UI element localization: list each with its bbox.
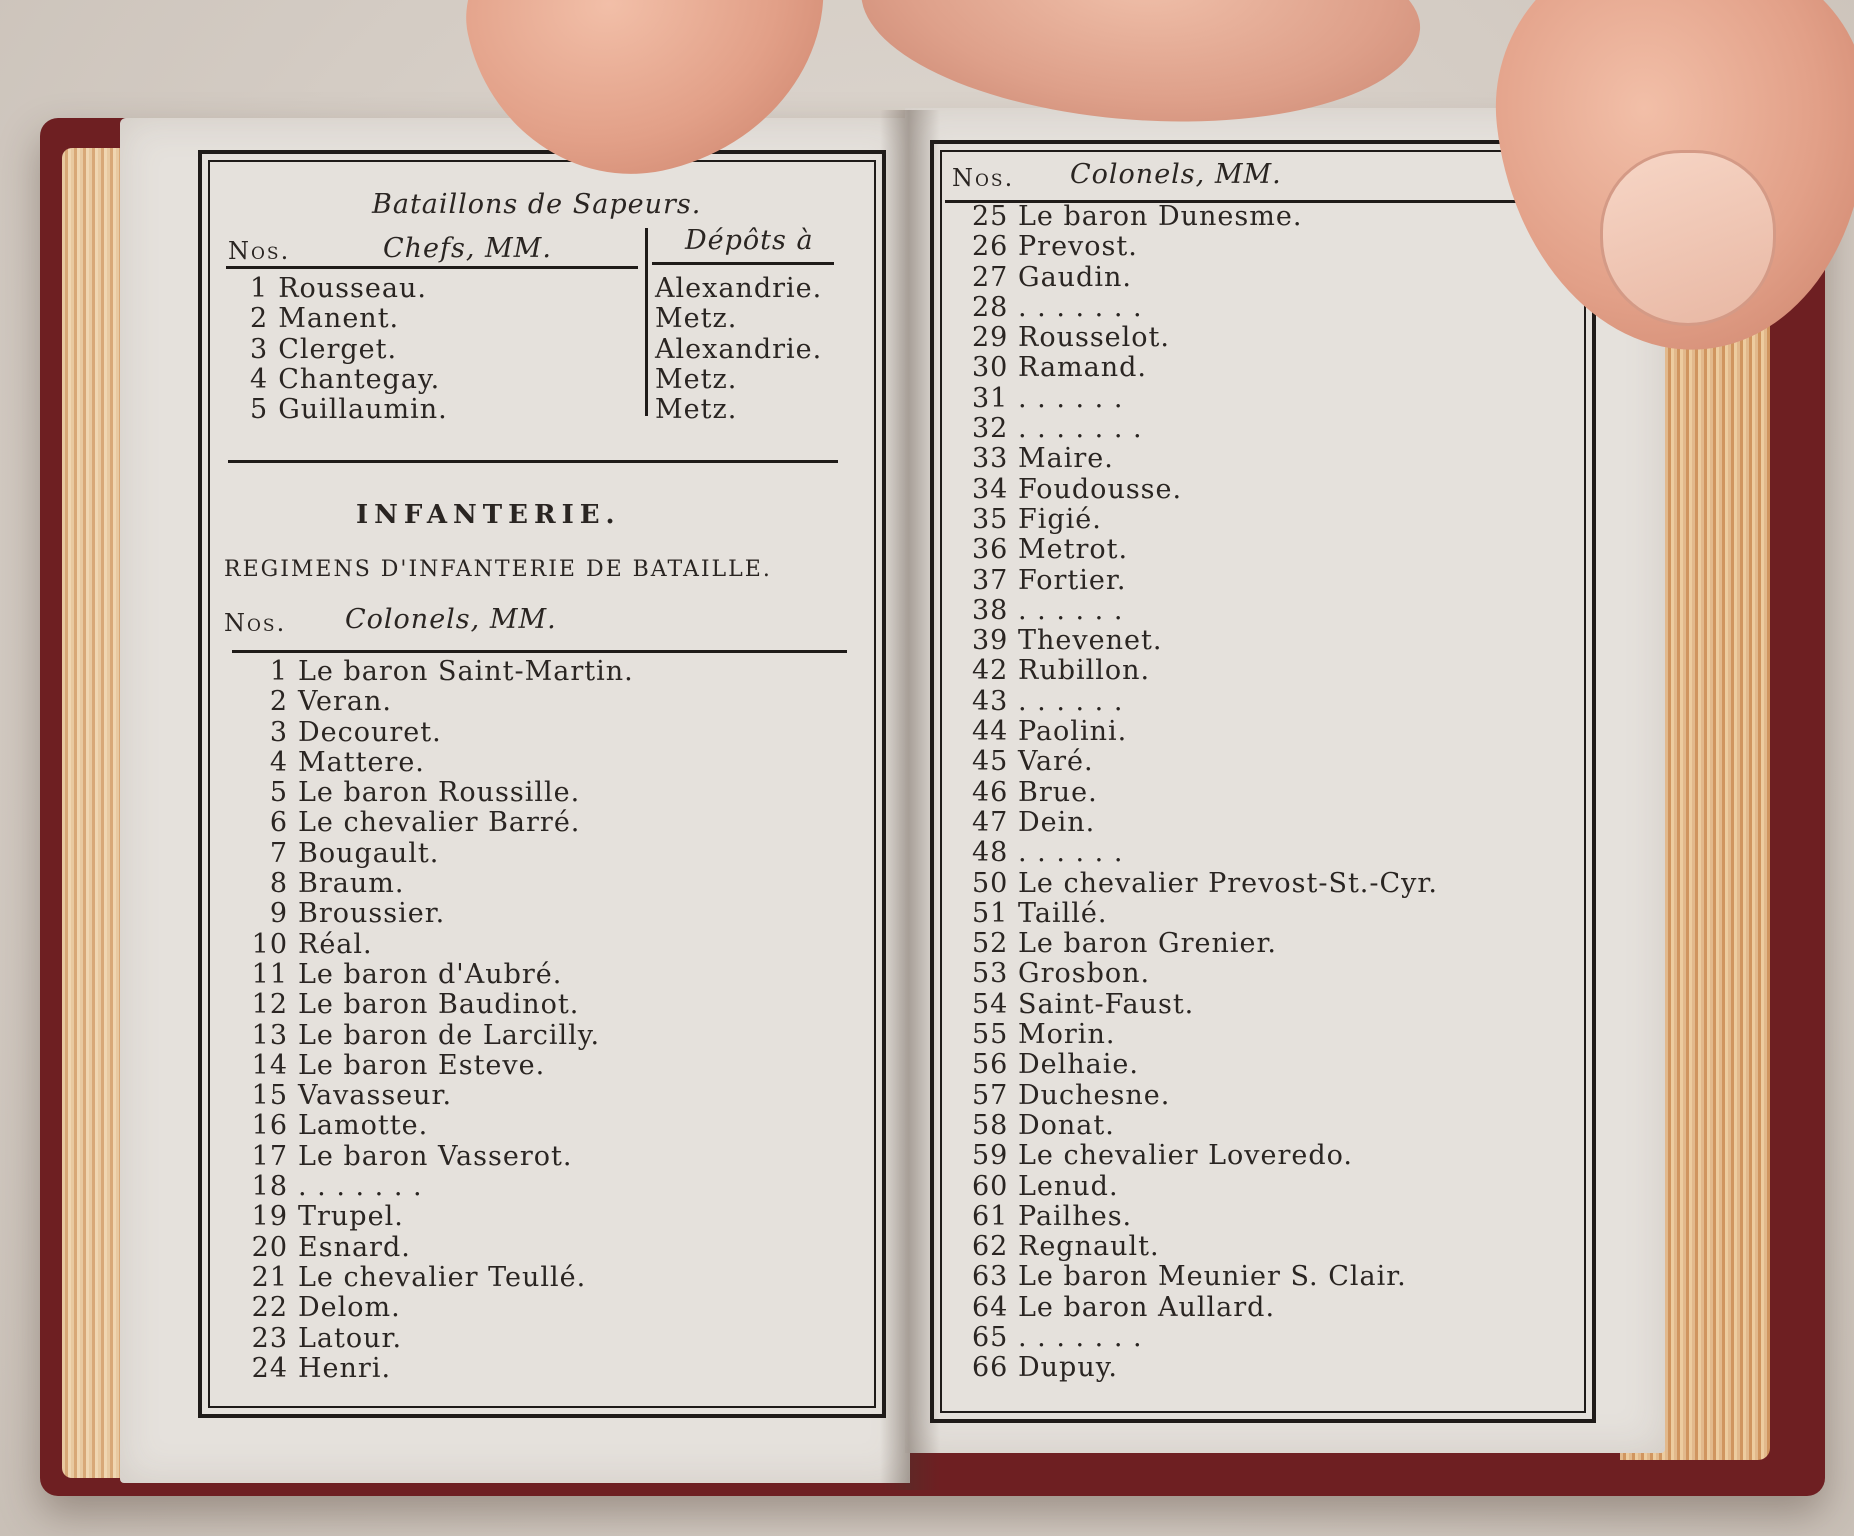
list-item: 14 Le baron Esteve. [251,1049,546,1081]
regiments-header-rule [232,650,847,653]
list-item: 63 Le baron Meunier S. Clair. [972,1261,1407,1293]
list-item: Metz. [655,303,738,335]
list-item: 5 Guillaumin. [250,394,448,426]
sapeurs-header-rule-right [652,262,834,265]
sapeurs-chefs-list [250,274,448,425]
left-regiments-list [238,657,634,1384]
list-item: 5 Le baron Roussille. [269,777,581,809]
list-item: 2 Veran. [269,686,392,718]
sapeurs-col-depots: Dépôts à [685,225,814,256]
list-item: 39 Thevenet. [972,625,1163,657]
list-item: 1 Rousseau. [250,273,427,304]
sapeurs-depots-list [655,274,822,425]
list-item: 29 Rousselot. [972,322,1170,354]
list-item: 42 Rubillon. [972,655,1151,687]
list-item: Alexandrie. [655,273,823,304]
list-item: 48 . . . . . . [972,837,1124,869]
thumbnail [1600,150,1776,326]
list-item: 36 Metrot. [972,534,1129,566]
list-item: 47 Dein. [972,806,1096,838]
list-item: 16 Lamotte. [251,1110,429,1142]
list-item: 20 Esnard. [251,1231,411,1263]
sapeurs-col-nos: Nos. [228,237,291,265]
section-divider-rule [228,460,838,463]
list-item: 15 Vavasseur. [251,1080,453,1112]
regiments-col-colonels: Colonels, MM. [345,604,557,635]
list-item: Metz. [655,363,738,395]
list-item: 65 . . . . . . . [972,1321,1143,1353]
list-item: 55 Morin. [972,1019,1116,1051]
list-item: 8 Braum. [269,868,405,900]
infanterie-title: INFANTERIE. [356,500,621,530]
list-item: 7 Bougault. [269,837,440,869]
list-item: 59 Le chevalier Loveredo. [972,1140,1354,1172]
list-item: 56 Delhaie. [972,1049,1139,1081]
list-item: 18 . . . . . . . [251,1171,423,1203]
list-item: 64 Le baron Aullard. [972,1291,1276,1323]
list-item: 57 Duchesne. [972,1079,1171,1111]
list-item: 35 Figié. [972,503,1102,535]
list-item: 66 Dupuy. [972,1352,1118,1384]
list-item: 43 . . . . . . [972,685,1124,717]
list-item: 34 Foudousse. [972,473,1183,505]
list-item: 23 Latour. [251,1322,403,1354]
regimens-title: REGIMENS D'INFANTERIE DE BATAILLE. [224,557,772,582]
list-item: 3 Clerget. [250,333,398,365]
list-item: 45 Varé. [972,746,1094,778]
list-item: 22 Delom. [251,1292,401,1324]
list-item: 58 Donat. [972,1109,1115,1141]
list-item: 60 Lenud. [972,1170,1119,1202]
list-item: 62 Regnault. [972,1231,1160,1263]
right-col-colonels: Colonels, MM. [1070,159,1282,190]
list-item: 11 Le baron d'Aubré. [251,958,563,990]
list-item: Alexandrie. [655,333,823,365]
right-col-nos: Nos. [952,164,1015,192]
list-item: 4 Chantegay. [250,363,441,395]
list-item: 46 Brue. [972,776,1098,808]
list-item: 24 Henri. [251,1352,392,1384]
list-item: 19 Trupel. [251,1201,404,1233]
list-item: 32 . . . . . . . [972,413,1143,445]
list-item: 1 Le baron Saint-Martin. [269,656,634,687]
list-item: 28 . . . . . . . [972,291,1143,323]
list-item: 51 Taillé. [972,897,1108,929]
list-item: 33 Maire. [972,443,1114,475]
list-item: Metz. [655,394,738,426]
list-item: 6 Le chevalier Barré. [269,807,581,839]
list-item: 4 Mattere. [269,746,425,778]
right-regiments-list [972,202,1438,1384]
list-item: 9 Broussier. [269,898,446,930]
list-item: 10 Réal. [251,928,373,960]
list-item: 31 . . . . . . [972,382,1124,414]
list-item: 13 Le baron de Larcilly. [251,1019,601,1051]
list-item: 25 Le baron Dunesme. [972,201,1303,232]
list-item: 54 Saint-Faust. [972,988,1195,1020]
sapeurs-header-rule [226,266,638,269]
list-item: 30 Ramand. [972,352,1148,384]
regiments-col-nos: Nos. [224,609,287,637]
list-item: 27 Gaudin. [972,261,1132,293]
list-item: 50 Le chevalier Prevost-St.-Cyr. [972,867,1438,899]
list-item: 53 Grosbon. [972,958,1151,990]
list-item: 12 Le baron Baudinot. [251,989,580,1021]
list-item: 3 Decouret. [269,716,442,748]
list-item: 21 Le chevalier Teullé. [251,1261,587,1293]
list-item: 37 Fortier. [972,564,1127,596]
sapeurs-title: Bataillons de Sapeurs. [372,189,702,220]
list-item: 61 Pailhes. [972,1200,1133,1232]
list-item: 44 Paolini. [972,716,1128,748]
sapeurs-column-divider [645,228,648,416]
list-item: 2 Manent. [250,303,400,335]
list-item: 17 Le baron Vasserot. [251,1140,573,1172]
sapeurs-col-chefs: Chefs, MM. [383,233,552,264]
list-item: 38 . . . . . . [972,594,1124,626]
list-item: 52 Le baron Grenier. [972,928,1277,960]
list-item: 26 Prevost. [972,231,1138,263]
